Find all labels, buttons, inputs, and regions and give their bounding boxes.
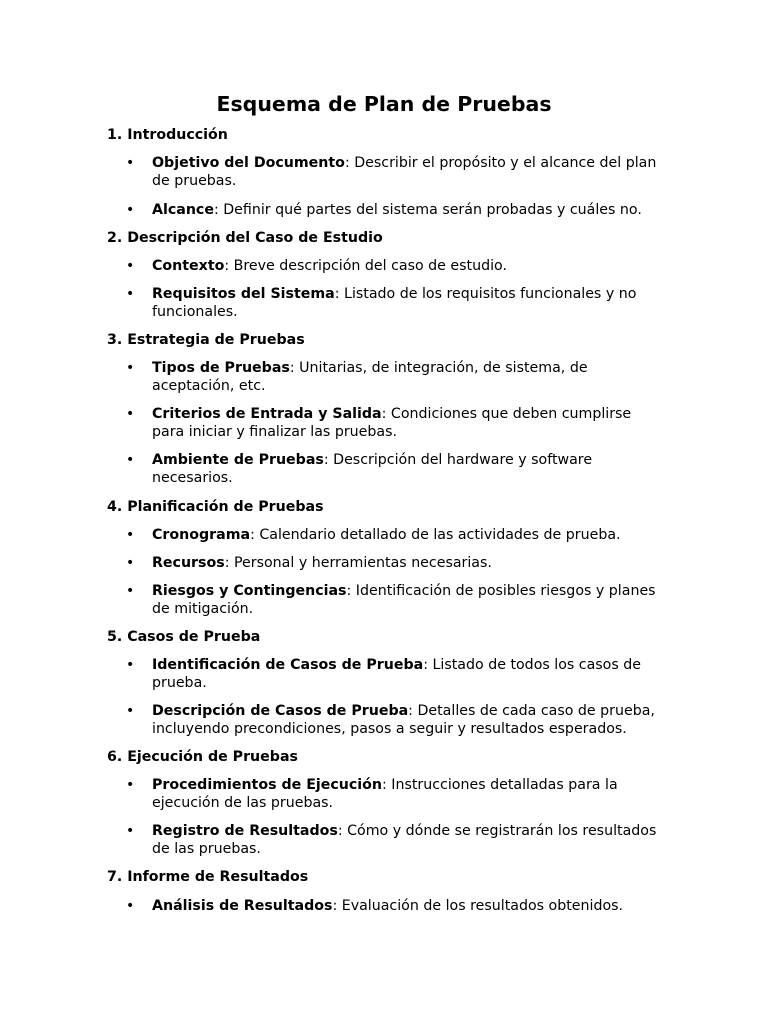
bullet-icon: • — [126, 657, 135, 673]
list-item-term: Criterios de Entrada y Salida — [152, 406, 382, 422]
bullet-icon: • — [126, 823, 135, 839]
list-item-text — [152, 359, 666, 395]
bullet-icon: • — [126, 555, 135, 571]
list-item-description: : Listado de los requisitos funcionales y no funcionales. — [152, 286, 637, 320]
bullet-icon: • — [126, 452, 135, 468]
list-item-text — [152, 154, 666, 190]
list-item — [126, 897, 666, 915]
list-item-description: : Describir el propósito y el alcance del plan de pruebas. — [152, 155, 657, 189]
list-item-text — [152, 554, 666, 572]
section-heading: 7. Informe de Resultados — [107, 869, 309, 885]
list-item — [126, 656, 666, 692]
list-item-text — [152, 451, 666, 487]
list-item-term: Contexto — [152, 258, 225, 274]
bullet-icon: • — [126, 527, 135, 543]
list-item-text — [152, 257, 666, 275]
list-item-term: Objetivo del Documento — [152, 155, 345, 171]
section-heading: 6. Ejecución de Pruebas — [107, 749, 298, 765]
list-item-term: Ambiente de Pruebas — [152, 452, 324, 468]
bullet-icon: • — [126, 202, 135, 218]
list-item-text — [152, 822, 666, 858]
list-item-description: : Calendario detallado de las actividades de prueba. — [250, 527, 621, 543]
list-item-term: Identificación de Casos de Prueba — [152, 657, 424, 673]
list-item-description: : Detalles de cada caso de prueba, incluyendo precondiciones, pasos a seguir y resultados esperados. — [152, 703, 655, 737]
bullet-icon: • — [126, 703, 135, 719]
bullet-icon: • — [126, 360, 135, 376]
list-item — [126, 702, 666, 738]
section-heading: 2. Descripción del Caso de Estudio — [107, 230, 383, 246]
list-item — [126, 822, 666, 858]
section-heading: 1. Introducción — [107, 127, 228, 143]
list-item — [126, 526, 666, 544]
list-item-text — [152, 526, 666, 544]
bullet-icon: • — [126, 583, 135, 599]
list-item — [126, 554, 666, 572]
bullet-icon: • — [126, 898, 135, 914]
bullet-icon: • — [126, 406, 135, 422]
list-item — [126, 582, 666, 618]
document-title: Esquema de Plan de Pruebas — [216, 92, 552, 116]
list-item-description: : Identificación de posibles riesgos y planes de mitigación. — [152, 583, 656, 617]
list-item — [126, 154, 666, 190]
bullet-icon: • — [126, 155, 135, 171]
list-item-text — [152, 702, 666, 738]
list-item-description: : Definir qué partes del sistema serán probadas y cuáles no. — [213, 202, 642, 218]
list-item — [126, 405, 666, 441]
list-item-term: Procedimientos de Ejecución — [152, 777, 382, 793]
list-item-term: Tipos de Pruebas — [152, 360, 290, 376]
list-item-description: : Condiciones que deben cumplirse para iniciar y finalizar las pruebas. — [152, 406, 632, 440]
list-item-description: : Personal y herramientas necesarias. — [224, 555, 492, 571]
list-item-term: Riesgos y Contingencias — [152, 583, 347, 599]
list-item-term: Análisis de Resultados — [152, 898, 333, 914]
list-item-text — [152, 897, 666, 915]
list-item-description: : Cómo y dónde se registrarán los resultados de las pruebas. — [152, 823, 657, 857]
list-item-description: : Listado de todos los casos de prueba. — [152, 657, 641, 691]
section-heading: 3. Estrategia de Pruebas — [107, 332, 305, 348]
section-heading: 4. Planificación de Pruebas — [107, 499, 324, 515]
section-heading: 5. Casos de Prueba — [107, 629, 261, 645]
list-item-description: : Descripción del hardware y software necesarios. — [152, 452, 593, 486]
list-item-description: : Breve descripción del caso de estudio. — [224, 258, 507, 274]
list-item-text — [152, 656, 666, 692]
list-item — [126, 257, 666, 275]
list-item-text — [152, 582, 666, 618]
list-item — [126, 285, 666, 321]
list-item-term: Descripción de Casos de Prueba — [152, 703, 409, 719]
bullet-icon: • — [126, 258, 135, 274]
bullet-icon: • — [126, 777, 135, 793]
list-item-term: Alcance — [152, 202, 214, 218]
list-item-text — [152, 776, 666, 812]
list-item — [126, 359, 666, 395]
list-item-text — [152, 285, 666, 321]
list-item-text — [152, 201, 666, 219]
list-item-term: Cronograma — [152, 527, 251, 543]
list-item-text — [152, 405, 666, 441]
list-item-description: : Instrucciones detalladas para la ejecución de las pruebas. — [152, 777, 618, 811]
list-item-term: Recursos — [152, 555, 225, 571]
list-item — [126, 201, 666, 219]
list-item-description: : Evaluación de los resultados obtenidos. — [332, 898, 624, 914]
bullet-icon: • — [126, 286, 135, 302]
list-item-term: Requisitos del Sistema — [152, 286, 335, 302]
list-item-description: : Unitarias, de integración, de sistema, de aceptación, etc. — [152, 360, 588, 394]
list-item-term: Registro de Resultados — [152, 823, 338, 839]
list-item — [126, 451, 666, 487]
list-item — [126, 776, 666, 812]
